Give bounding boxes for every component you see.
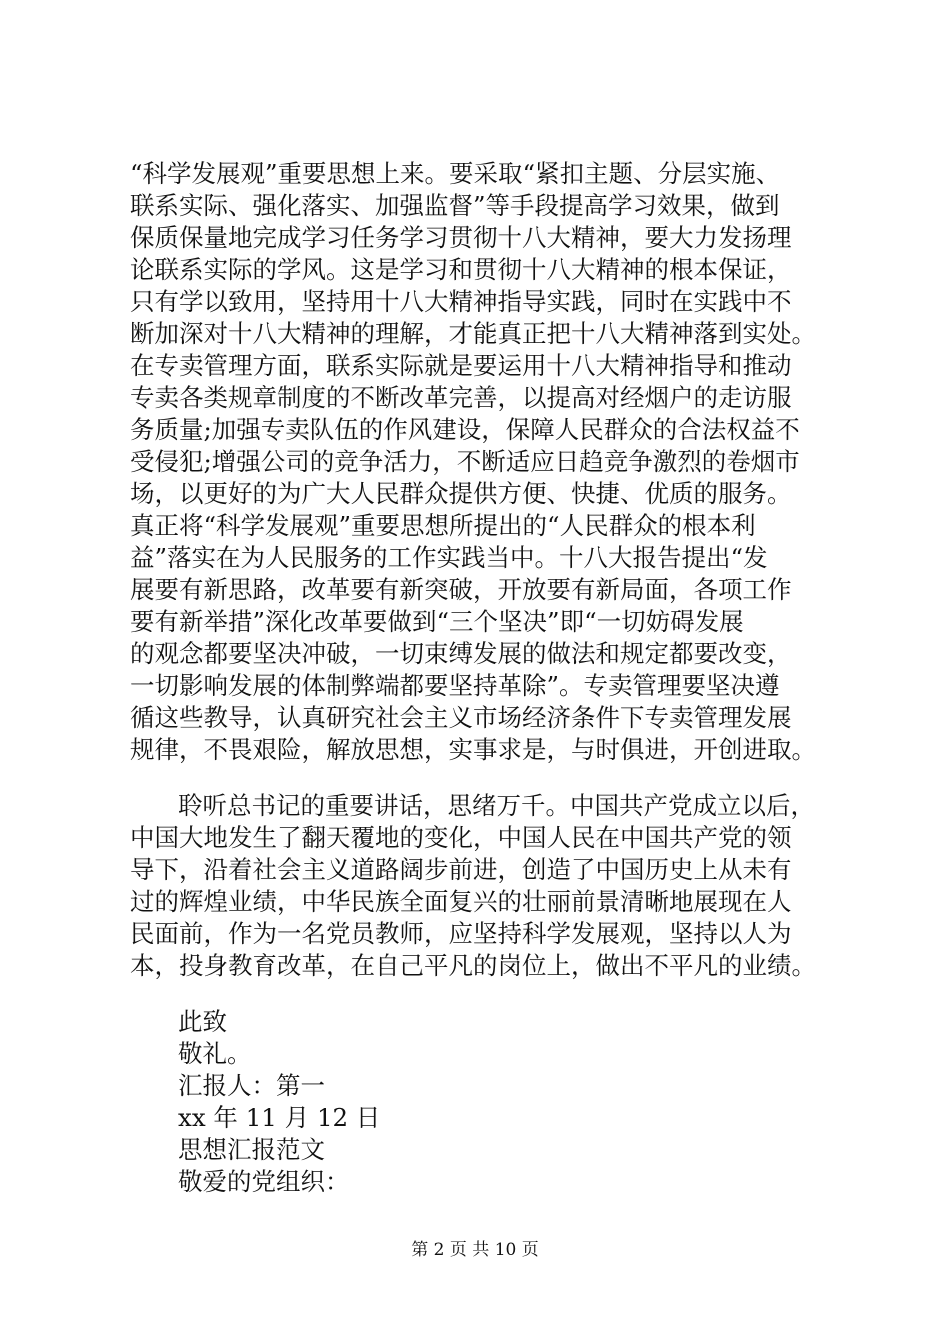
- paragraph-1-line: 规律，不畏艰险，解放思想，实事求是，与时俱进，开创进取。: [130, 735, 816, 764]
- paragraph-1-line: 论联系实际的学风。这是学习和贯彻十八大精神的根本保证，: [130, 255, 792, 284]
- paragraph-1-line: 受侵犯;增强公司的竞争活力，不断适应日趋竞争激烈的卷烟市: [130, 447, 800, 476]
- paragraph-1-line: 断加深对十八大精神的理解，才能真正把十八大精神落到实处。: [130, 319, 816, 348]
- paragraph-1-line: “科学发展观”重要思想上来。要采取“紧扣主题、分层实施、: [130, 159, 781, 188]
- regards: 敬礼。: [178, 1039, 252, 1068]
- salutation: 此致: [178, 1007, 227, 1036]
- reporter-name: 汇报人：第一: [178, 1071, 325, 1100]
- next-document-greeting: 敬爱的党组织：: [178, 1167, 350, 1196]
- paragraph-2-line: 聆听总书记的重要讲话，思绪万千。中国共产党成立以后，: [178, 791, 815, 820]
- paragraph-1-line: 的观念都要坚决冲破，一切束缚发展的做法和规定都要改变，: [130, 639, 792, 668]
- paragraph-2-line: 民面前，作为一名党员教师，应坚持科学发展观，坚持以人为: [130, 919, 792, 948]
- paragraph-2-line: 中国大地发生了翻天覆地的变化，中国人民在中国共产党的领: [130, 823, 792, 852]
- paragraph-1-line: 循这些教导，认真研究社会主义市场经济条件下专卖管理发展: [130, 703, 792, 732]
- paragraph-1-line: 场，以更好的为广大人民群众提供方便、快捷、优质的服务。: [130, 479, 792, 508]
- paragraph-1-line: 在专卖管理方面，联系实际就是要运用十八大精神指导和推动: [130, 351, 792, 380]
- paragraph-1-line: 真正将“科学发展观”重要思想所提出的“人民群众的根本利: [130, 511, 756, 540]
- paragraph-1-line: 益”落实在为人民服务的工作实践当中。十八大报告提出“发: [130, 543, 768, 572]
- paragraph-1-line: 一切影响发展的体制弊端都要坚持革除”。专卖管理要坚决遵: [130, 671, 780, 700]
- paragraph-2-line: 过的辉煌业绩，中华民族全面复兴的壮丽前景清晰地展现在人: [130, 887, 792, 916]
- page-number-footer: 第 2 页 共 10 页: [411, 1240, 539, 1260]
- paragraph-1-line: 展要有新思路，改革要有新突破，开放要有新局面，各项工作: [130, 575, 792, 604]
- paragraph-1-line: 要有新举措”深化改革要做到“三个坚决”即“一切妨碍发展: [130, 607, 744, 636]
- paragraph-2-line: 本，投身教育改革，在自己平凡的岗位上，做出不平凡的业绩。: [130, 951, 816, 980]
- next-document-title: 思想汇报范文: [178, 1135, 325, 1164]
- paragraph-1-line: 保质保量地完成学习任务学习贯彻十八大精神，要大力发扬理: [130, 223, 792, 252]
- paragraph-1-line: 联系实际、强化落实、加强监督”等手段提高学习效果，做到: [130, 191, 780, 220]
- report-date: xx 年 11 月 12 日: [178, 1103, 381, 1132]
- paragraph-1-line: 专卖各类规章制度的不断改革完善，以提高对经烟户的走访服: [130, 383, 792, 412]
- paragraph-1-line: 务质量;加强专卖队伍的作风建设，保障人民群众的合法权益不: [130, 415, 800, 444]
- paragraph-1-line: 只有学以致用，坚持用十八大精神指导实践，同时在实践中不: [130, 287, 792, 316]
- paragraph-2-line: 导下，沿着社会主义道路阔步前进，创造了中国历史上从未有: [130, 855, 792, 884]
